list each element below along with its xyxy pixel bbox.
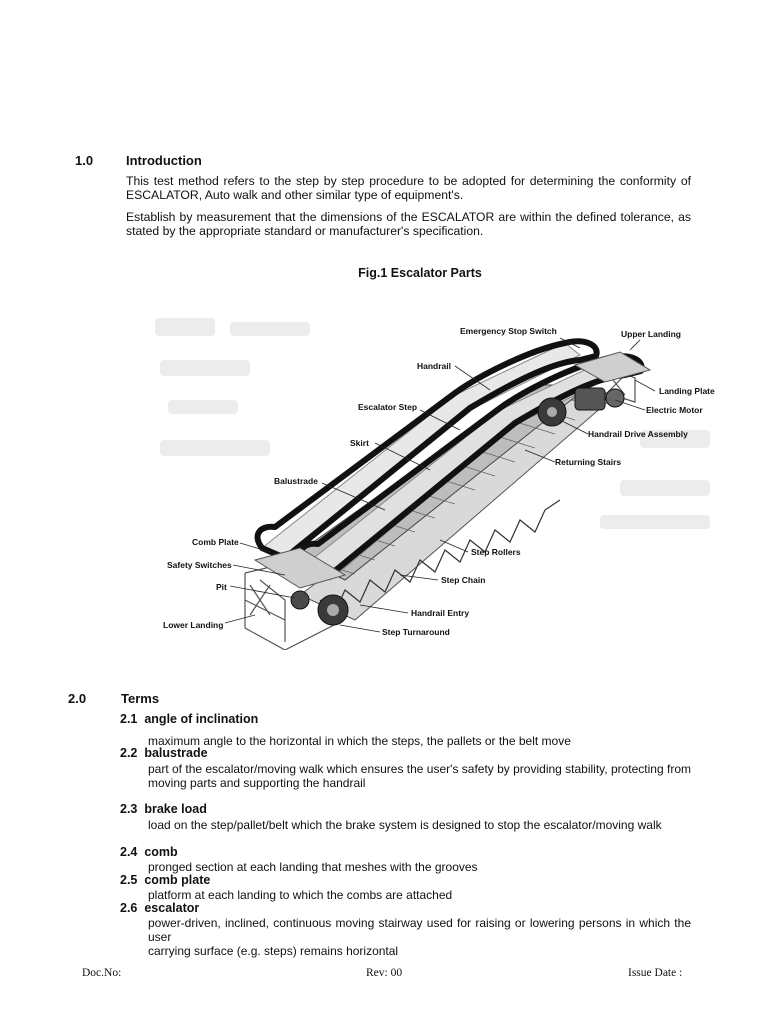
label-upper-landing: Upper Landing [621, 329, 681, 339]
escalator-diagram [150, 310, 730, 650]
electric-motor-shape [575, 388, 605, 410]
term-2-5-heading [120, 873, 210, 887]
label-step-rollers: Step Rollers [471, 547, 521, 557]
term-2-5-definition [148, 888, 691, 902]
label-comb-plate: Comb Plate [192, 537, 239, 547]
term-name: comb plate [144, 873, 211, 887]
terms-section-title: Terms [121, 691, 160, 706]
term-2-2-definition [148, 762, 691, 790]
intro-section-number: 1.0 [75, 153, 94, 168]
term-number: 2.2 [120, 746, 138, 760]
footer-revision: Rev: 00 [366, 967, 403, 979]
term-name: angle of inclination [144, 712, 259, 726]
figure-caption: Fig.1 Escalator Parts [358, 266, 482, 280]
definition-line: carrying surface (e.g. steps) remains horizontal [148, 944, 399, 958]
term-2-4-heading [120, 845, 178, 859]
term-2-6-heading [120, 901, 199, 915]
term-number: 2.6 [120, 901, 138, 915]
label-step-turnaround: Step Turnaround [382, 627, 450, 637]
term-2-1-definition [148, 734, 691, 748]
term-number: 2.4 [120, 845, 138, 859]
term-name: comb [144, 845, 178, 859]
term-2-3-heading [120, 802, 207, 816]
term-name: escalator [144, 901, 200, 915]
label-step-chain: Step Chain [441, 575, 486, 585]
term-name: brake load [144, 802, 207, 816]
definition-line: moving parts and supporting the handrail [148, 776, 366, 790]
intro-section-title: Introduction [126, 153, 202, 168]
label-emergency-stop-switch: Emergency Stop Switch [460, 326, 557, 336]
label-lower-landing: Lower Landing [163, 620, 224, 630]
term-number: 2.3 [120, 802, 138, 816]
intro-paragraph-2: Establish by measurement that the dimensions of the ESCALATOR are within the defined tolerance, as stated by the appropriate standard or manufacturer's specification. [126, 210, 691, 238]
label-handrail-entry: Handrail Entry [411, 608, 470, 618]
definition-line: part of the escalator/moving walk which ensures the user's safety by providing stability, protecting from [148, 762, 691, 776]
definition-line: platform at each landing to which the combs are attached [148, 888, 453, 902]
intro-paragraph-1: This test method refers to the step by step procedure to be adopted for determining the conformity of ESCALATOR, Auto walk and other similar type of equipment's. [126, 174, 691, 202]
term-number: 2.1 [120, 712, 138, 726]
label-returning-stairs: Returning Stairs [555, 457, 622, 467]
label-escalator-step: Escalator Step [358, 402, 418, 412]
term-2-6-definition [148, 916, 691, 958]
definition-line: pronged section at each landing that meshes with the grooves [148, 860, 478, 874]
term-2-3-definition [148, 818, 691, 832]
definition-line: load on the step/pallet/belt which the brake system is designed to stop the escalator/moving walk [148, 818, 662, 832]
label-skirt: Skirt [350, 438, 369, 448]
definition-line: maximum angle to the horizontal in which the steps, the pallets or the belt move [148, 734, 571, 748]
term-2-2-heading [120, 746, 208, 760]
label-handrail-drive-assembly: Handrail Drive Assembly [588, 429, 688, 439]
definition-line: power-driven, inclined, continuous moving stairway used for raising or lowering persons in which the user [148, 916, 691, 944]
label-landing-plate: Landing Plate [659, 386, 715, 396]
footer-issue-date: Issue Date : [628, 967, 683, 979]
term-number: 2.5 [120, 873, 138, 887]
label-safety-switches: Safety Switches [167, 560, 232, 570]
label-pit: Pit [216, 582, 227, 592]
term-2-4-definition [148, 860, 691, 874]
footer-doc-no: Doc.No: [82, 967, 122, 979]
term-2-1-heading [120, 712, 258, 726]
terms-section-number: 2.0 [68, 691, 87, 706]
label-balustrade: Balustrade [274, 476, 318, 486]
label-electric-motor: Electric Motor [646, 405, 703, 415]
term-name: balustrade [144, 746, 208, 760]
label-handrail: Handrail [417, 361, 452, 371]
